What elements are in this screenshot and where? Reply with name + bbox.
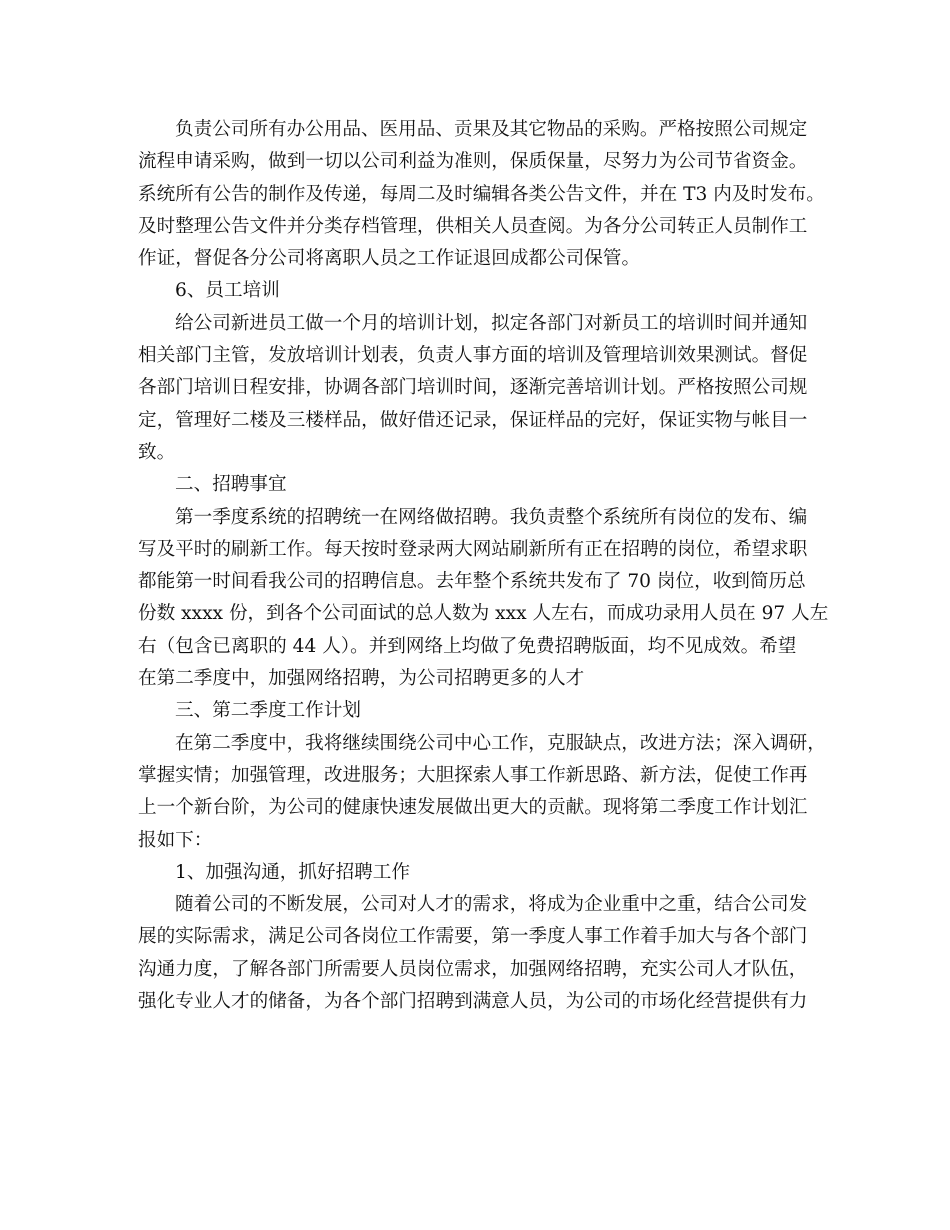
section-heading-recruitment: 二、招聘事宜: [175, 474, 287, 496]
section-heading-communication: 1、加强沟通，抓好招聘工作: [175, 861, 410, 883]
body-line: 展的实际需求，满足公司各岗位工作需要，第一季度人事工作着手加大与各个部门: [138, 926, 808, 948]
body-line: 定，管理好二楼及三楼样品，做好借还记录，保证样品的完好，保证实物与帐目一: [138, 409, 808, 431]
body-line: 在第二季度中，我将继续围绕公司中心工作，克服缺点，改进方法；深入调研，: [175, 732, 826, 754]
body-line: 随着公司的不断发展，公司对人才的需求，将成为企业重中之重，结合公司发: [175, 894, 808, 916]
body-line: 份数 xxxx 份，到各个公司面试的总人数为 xxx 人左右，而成功录用人员在 97 人左: [138, 603, 829, 625]
body-line: 各部门培训日程安排，协调各部门培训时间，逐渐完善培训计划。严格按照公司规: [138, 377, 808, 399]
body-line: 上一个新台阶，为公司的健康快速发展做出更大的贡献。现将第二季度工作计划汇: [138, 797, 808, 819]
body-line: 写及平时的刷新工作。每天按时登录两大网站刷新所有正在招聘的岗位，希望求职: [138, 538, 808, 560]
body-line: 流程申请采购，做到一切以公司利益为准则，保质保量，尽努力为公司节省资金。: [138, 151, 808, 173]
body-line: 沟通力度，了解各部门所需要人员岗位需求，加强网络招聘，充实公司人才队伍，: [138, 958, 808, 980]
body-line: 在第二季度中，加强网络招聘，为公司招聘更多的人才: [138, 668, 585, 690]
body-line: 都能第一时间看我公司的招聘信息。去年整个系统共发布了 70 岗位，收到简历总: [138, 571, 806, 593]
section-heading-staff-training: 6、员工培训: [175, 280, 280, 302]
body-line: 右（包含已离职的 44 人）。并到网络上均做了免费招聘版面，均不见成效。希望: [138, 635, 797, 657]
body-line: 作证，督促各分公司将离职人员之工作证退回成都公司保管。: [138, 248, 641, 270]
body-line: 报如下：: [138, 829, 213, 851]
body-line: 系统所有公告的制作及传递，每周二及时编辑各类公告文件，并在 T3 内及时发布。: [138, 183, 825, 205]
body-line: 掌握实情；加强管理，改进服务；大胆探索人事工作新思路、新方法，促使工作再: [138, 764, 808, 786]
body-line: 致。: [138, 441, 176, 463]
body-line: 第一季度系统的招聘统一在网络做招聘。我负责整个系统所有岗位的发布、编: [175, 506, 808, 528]
body-line: 强化专业人才的储备，为各个部门招聘到满意人员，为公司的市场化经营提供有力: [138, 991, 808, 1013]
section-heading-q2-plan: 三、第二季度工作计划: [175, 700, 361, 722]
document-body: [138, 114, 829, 1018]
body-line: 负责公司所有办公用品、医用品、贡果及其它物品的采购。严格按照公司规定: [175, 119, 808, 140]
body-line: 及时整理公告文件并分类存档管理，供相关人员查阅。为各分公司转正人员制作工: [138, 215, 808, 237]
body-line: 相关部门主管，发放培训计划表，负责人事方面的培训及管理培训效果测试。督促: [138, 345, 808, 367]
body-line: 给公司新进员工做一个月的培训计划，拟定各部门对新员工的培训时间并通知: [175, 312, 808, 334]
